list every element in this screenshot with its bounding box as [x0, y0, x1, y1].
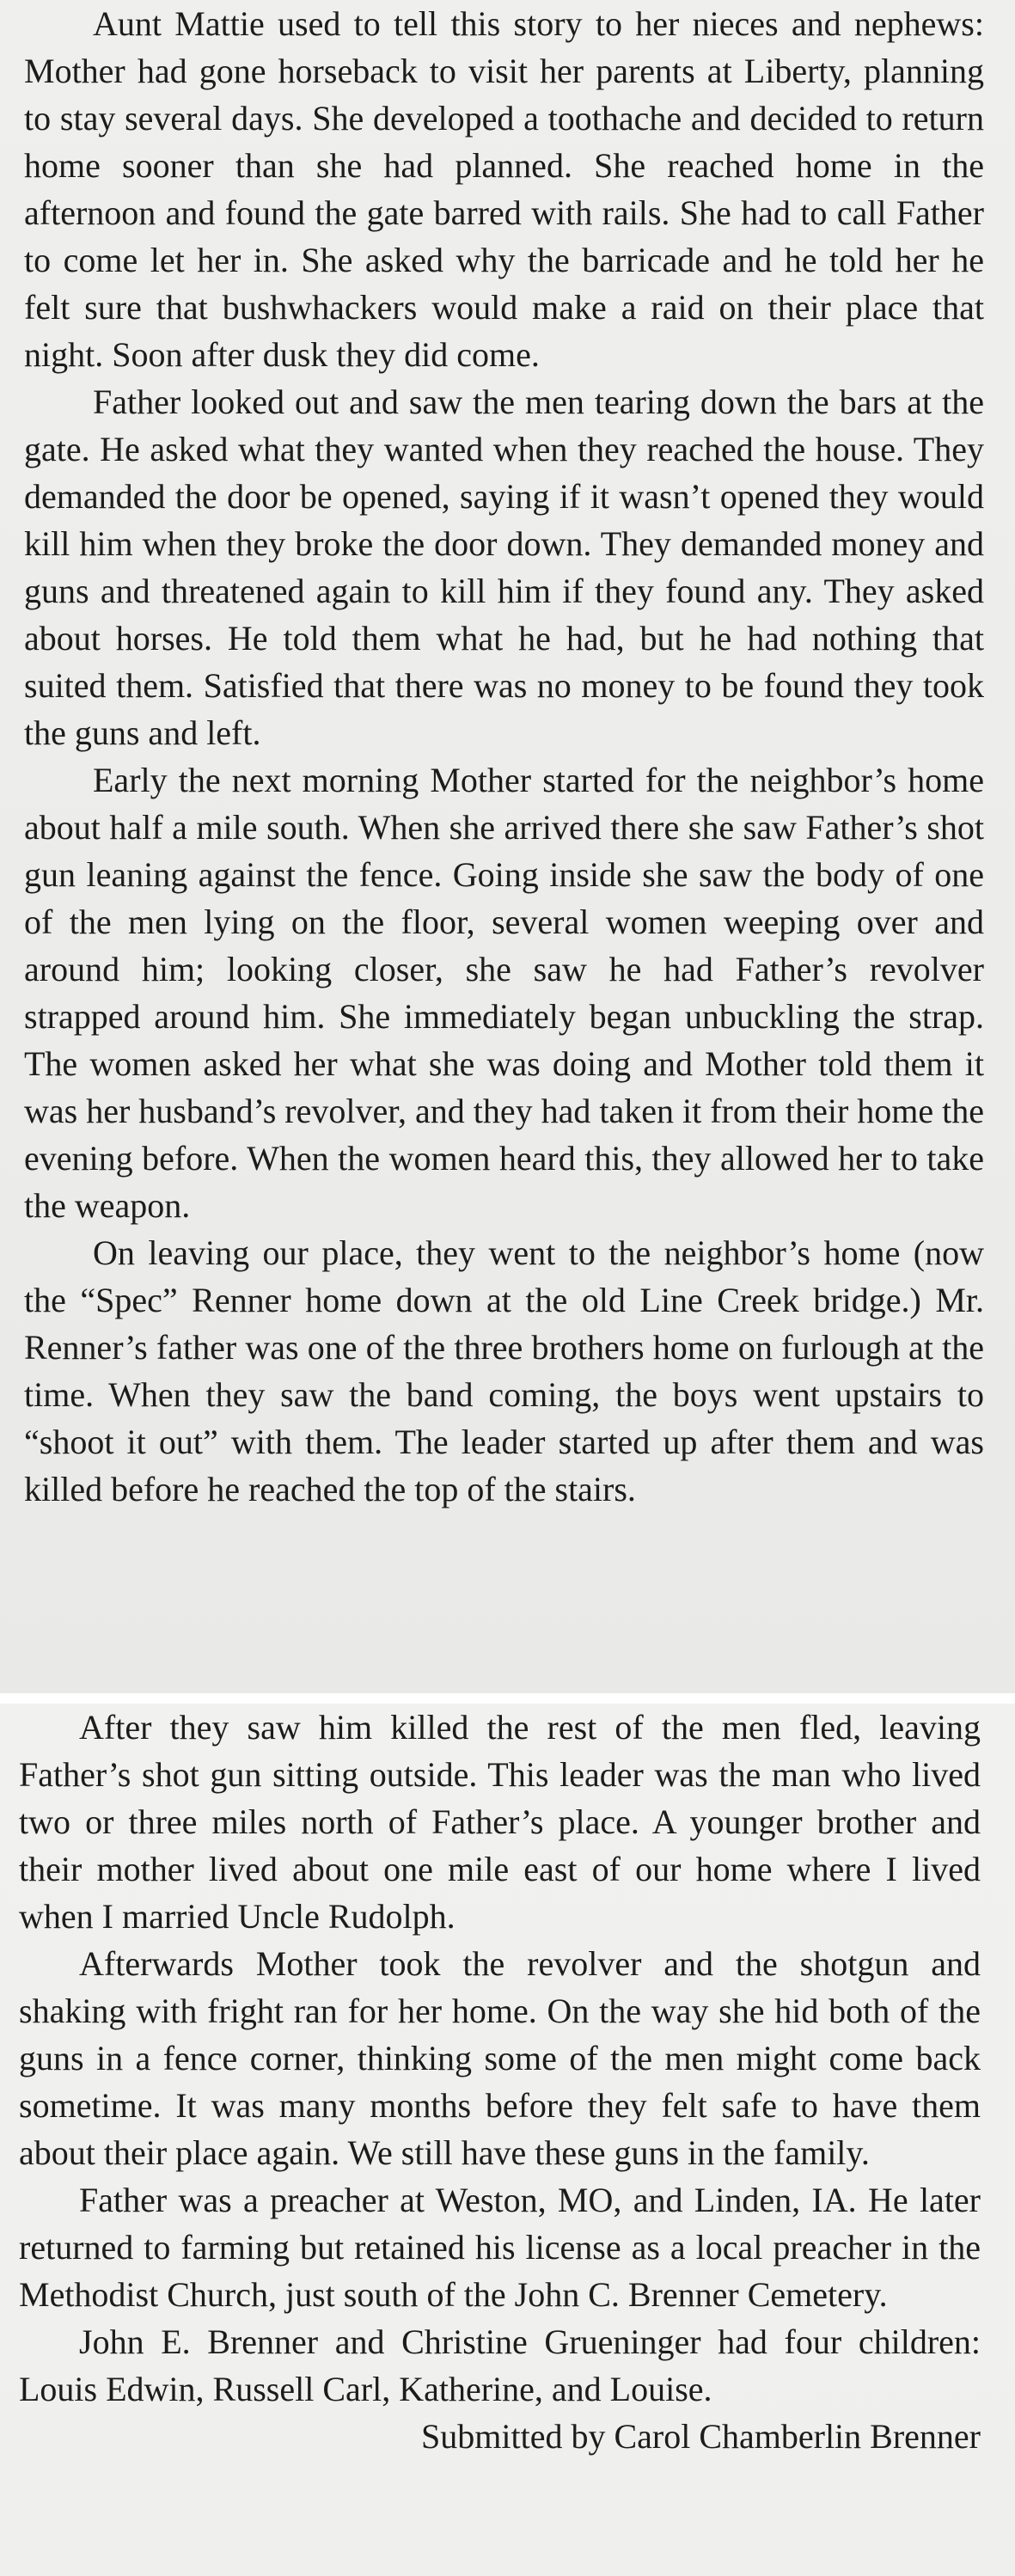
paragraph-aunt-mattie-story: Aunt Mattie used to tell this story to her nieces and nephews: Mother had gone horseback to visit her parents at Liberty, planning to stay several days. She developed a toothache and decided to return home sooner than she had planned. She reached home in the afternoon and found the gate barred with rails. She had to call Father to come let her in. She asked why the barricade and he told her he felt sure that bushwhackers would make a raid on their place that night. Soon after dusk they did come. — [24, 4, 984, 374]
paragraph-hid-guns: Afterwards Mother took the revolver and the shotgun and shaking with fright ran for her home. On the way she hid both of the guns in a fence corner, thinking some of the men might come back sometime. It was many months before they felt safe to have them about their place again. We still have these guns in the family. — [19, 1944, 981, 2172]
paragraph-children: John E. Brenner and Christine Grueninger had four children: Louis Edwin, Russell Carl, Katherine, and Louise. — [19, 2322, 981, 2408]
paragraph-neighbor-home: Early the next morning Mother started for the neighbor’s home about half a mile south. When she arrived there she saw Father’s shot gun leaning against the fence. Going inside she saw the body of one of the men lying on the floor, several women weeping over and around him; looking closer, she saw he had Father’s revolver strapped around him. She immediately began unbuckling the strap. The women asked her what she was doing and Mother told them it was her husband’s revolver, and they had taken it from their home the evening before. When the women heard this, they allowed her to take the weapon. — [24, 761, 984, 1225]
page-scan-bottom — [0, 1704, 1015, 2576]
submitted-by-credit: Submitted by Carol Chamberlin Brenner — [421, 2417, 981, 2456]
paragraph-father-preacher: Father was a preacher at Weston, MO, and Linden, IA. He later returned to farming but retained his license as a local preacher in the Methodist Church, just south of the John C. Brenner Cemetery. — [19, 2181, 981, 2314]
paragraph-men-fled: After they saw him killed the rest of the men fled, leaving Father’s shot gun sitting outside. This leader was the man who lived two or three miles north of Father’s place. A younger brother and their mother lived about one mile east of our home where I lived when I married Uncle Rudolph. — [19, 1708, 981, 1936]
paragraph-bushwhackers-raid: Father looked out and saw the men tearing down the bars at the gate. He asked what they wanted when they reached the house. They demanded the door be opened, saying if it wasn’t opened they would kill him when they broke the door down. They demanded money and guns and threatened again to kill him if they found any. They asked about horses. He told them what he had, but he had nothing that suited them. Satisfied that there was no money to be found they took the guns and left. — [24, 382, 984, 752]
paragraph-renner-home: On leaving our place, they went to the neighbor’s home (now the “Spec” Renner home down at the old Line Creek bridge.) Mr. Renner’s father was one of the three brothers home on furlough at the time. When they saw the band coming, the boys went upstairs to “shoot it out” with them. The leader started up after them and was killed before he reached the top of the stairs. — [24, 1233, 984, 1508]
